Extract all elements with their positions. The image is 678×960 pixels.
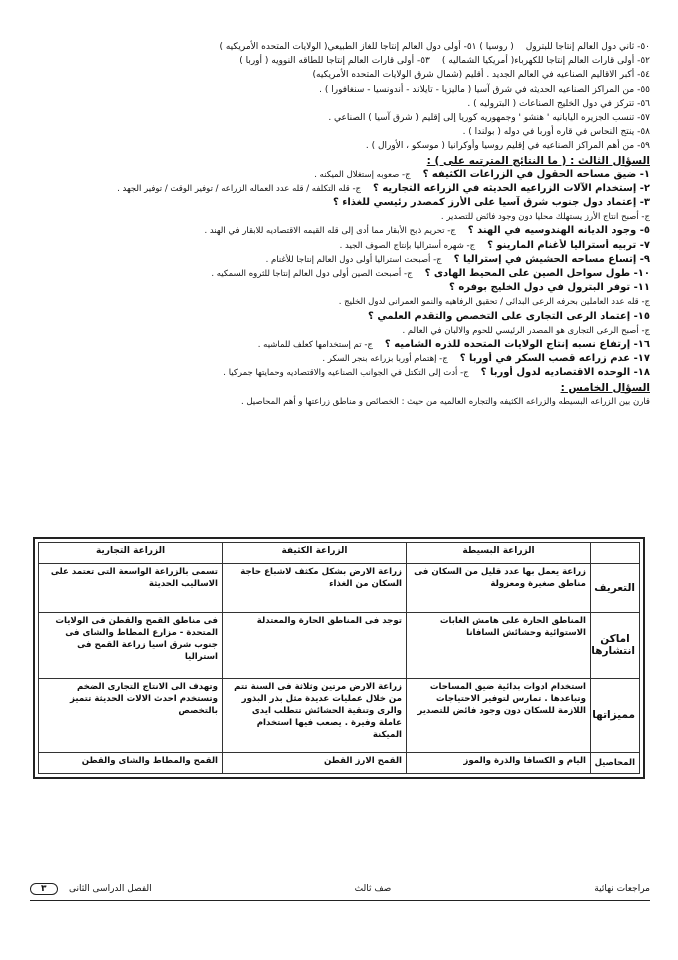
- header-simple-agriculture: الزراعة البسيطة: [407, 543, 591, 564]
- line-answer-text: ج- تم إستخدامها كعلف للماشيه .: [257, 339, 373, 350]
- page-number-badge: [30, 883, 58, 895]
- line-main-text: ١١- توفر البترول في دول الخليج بوفره ؟: [449, 282, 650, 294]
- line-main-text: ٥٤- أكبر الاقاليم الصناعيه في العالم الجديد . أقليم (شمال شرق الولايات المتحده الأمريكيه): [312, 70, 650, 81]
- text-line: [30, 352, 650, 366]
- line-main-text: ٢- إستخدام الآلات الزراعيه الحديثه في الزراعه التجاريه ؟: [373, 182, 650, 194]
- line-main-text: السؤال الخامس :: [560, 381, 650, 394]
- text-line: [30, 224, 650, 238]
- text-line: [30, 381, 650, 395]
- table-header-row: [39, 543, 640, 564]
- text-line: [30, 295, 650, 309]
- text-line: [30, 210, 650, 224]
- text-line: [30, 239, 650, 253]
- footer-divider: [30, 900, 650, 901]
- table-row: [39, 752, 640, 773]
- line-main-text: ٥٧- تنسب الجزيره اليابانيه ' هنشو ' وجمهوريه كوريا إلى إقليم ( شرق آسيا ) الصناعي .: [328, 112, 650, 123]
- line-main-text: ٥٨- ينتج النحاس في قاره أوربا في دوله ( بولندا ) .: [462, 127, 650, 138]
- line-main-text: ٥٩- من أهم المراكز الصناعيه في إقليم روسيا وأوكرانيا ( موسكو ، الأورال ) .: [365, 141, 650, 152]
- line-main-text: ٥- وجود الديانه الهندوسيه في الهند ؟: [467, 225, 650, 237]
- footer-term: الفصل الدراسى الثانى: [68, 884, 152, 894]
- text-line: [30, 281, 650, 295]
- table-cell: تسمى بالزراعة الواسعة التى تعتمد على الاساليب الحديثة: [39, 564, 223, 613]
- table-cell: القمح والمطاط والشاى والقطن: [39, 752, 223, 773]
- comparison-table-frame: [33, 537, 645, 779]
- text-line: [30, 83, 650, 97]
- line-main-text: ج- أصبح انتاج الأرز يستهلك محليا دون وجود فائض للتصدير .: [440, 212, 650, 223]
- line-main-text: ج- قله عدد العاملين بحرفه الرعى البدائى / تحقيق الرفاهيه والنمو العمرانى لدول الخليج .: [338, 297, 650, 308]
- table-cell: استخدام ادوات بدائية ضيق المساحات وتباعدها . تمارس لتوفير الاحتياجات اللازمة للسكان دون وجود فائض للتصدير: [407, 678, 591, 752]
- line-answer-text: ج- قله التكلفه / قله عدد العماله الزراعه / توفير الوقت / توفير الجهد .: [117, 183, 362, 194]
- footer-grade: صف ثالث: [354, 884, 392, 894]
- row-label-features: مميزاتها: [591, 678, 640, 752]
- line-main-text: ١٦- إرتفاع نسبه إنتاج الولايات المتحده للذره الشاميه ؟: [384, 338, 650, 350]
- line-main-text: ٩- إتساع مساحه الحشيش في إستراليا ؟: [453, 253, 650, 265]
- table-corner-cell: [591, 543, 640, 564]
- line-main-text: ٥٢- أولى قارات العالم إنتاجا للكهرباء( أمريكيا الشماليه ): [441, 56, 650, 67]
- footer-term-and-page: [30, 883, 152, 895]
- text-line: [30, 182, 650, 196]
- header-commercial-agriculture: الزراعة التجارية: [39, 543, 223, 564]
- line-main-text: ١٠- طول سواحل الصين على المحيط الهادى ؟: [424, 268, 650, 279]
- text-line: [30, 253, 650, 267]
- table-cell: زراعة يعمل بها عدد قليل من السكان فى مناطق صغيرة ومعزولة: [407, 564, 591, 613]
- page-footer: [30, 878, 650, 900]
- text-line: [30, 366, 650, 380]
- line-answer-text: ٥٣- أولى قارات العالم إنتاجا للطاقه النوويه ( أوربا ): [239, 56, 430, 67]
- text-line: [30, 40, 650, 54]
- text-line: [30, 54, 650, 68]
- table-row: [39, 678, 640, 752]
- text-line: [30, 395, 650, 409]
- line-main-text: ٥٠- ثاني دول العالم إنتاجا للبترول: [525, 42, 650, 52]
- table-cell: اليام و الكسافا والذرة والموز: [407, 752, 591, 773]
- line-answer-text: ج- صعوبه إستغلال الميكنه .: [314, 169, 411, 180]
- line-answer-text: ج- أصبحت الصين أولى دول العالم إنتاجا للثروه السمكيه .: [211, 269, 413, 279]
- line-answer-text: ( روسيا ) ٥١- أولى دول العالم إنتاجا للغاز الطبيعي( الولايات المتحده الأمريكيه ): [219, 42, 514, 52]
- row-label-definition: التعريف: [591, 564, 640, 613]
- footer-series-title: مراجعات نهائية: [594, 884, 650, 894]
- line-answer-text: ج- أدت إلى التكتل في الجوانب الصناعيه والاقتصاديه وحمايتها جمركيا .: [223, 368, 469, 379]
- line-main-text: ج- أصبح الرعى التجارى هو المصدر الرئيسي للحوم والالبان في العالم .: [402, 325, 650, 336]
- table-cell: زراعة الارض مرتين وثلاثة فى السنة تتم من خلال عمليات عديدة مثل بذر البذور والرى وتنقية الحشائش تتطلب ايدى عاملة وفيرة . يصعب فيها استخدام الميكنة: [223, 678, 407, 752]
- table-cell: فى مناطق القمح والقطن فى الولايات المتحدة - مزارع المطاط والشاى فى جنوب شرق اسيا زراعة القمح فى استراليا: [39, 612, 223, 678]
- line-main-text: ١٥- إعتماد الرعى التجارى على التخصص والتقدم العلمي ؟: [368, 310, 650, 322]
- page-number: ٣: [41, 884, 47, 894]
- line-main-text: ٧- تربيه أستراليا لأغنام المارينو ؟: [487, 239, 650, 251]
- table-cell: المناطق الحارة على هامش الغابات الاستوائية وحشائش السافانا: [407, 612, 591, 678]
- text-line: [30, 196, 650, 210]
- text-line: [30, 97, 650, 111]
- line-main-text: قارن بين الزراعه البسيطه والزراعه الكثيفه والتجاره العالميه من حيث : الخصائص و مناطق زراعتها و أهم المحاصيل .: [240, 396, 650, 407]
- line-main-text: ٣- إعتماد دول جنوب شرق آسيا على الأرز كمصدر رئيسي للغذاء ؟: [332, 197, 650, 209]
- line-main-text: ١٧- عدم زراعه قصب السكر في أوربا ؟: [459, 353, 650, 365]
- line-answer-text: ج- تحريم ذبح الأبقار مما أدى إلى قله القيمه الاقتصاديه للابقار في الهند .: [204, 226, 456, 237]
- table-row: [39, 612, 640, 678]
- text-line: [30, 267, 650, 281]
- line-main-text: ٥٦- تتركز في دول الخليج الصناعات ( البتروليه ) .: [467, 98, 650, 109]
- header-intensive-agriculture: الزراعة الكثيفة: [223, 543, 407, 564]
- text-line: [30, 154, 650, 168]
- table-cell: توجد فى المناطق الحارة والمعتدلة: [223, 612, 407, 678]
- line-answer-text: ج- شهره أستراليا بإنتاج الصوف الجيد .: [339, 240, 476, 251]
- line-main-text: السؤال الثالث : ( ما النتائج المترتبه على ) :: [426, 154, 650, 167]
- row-label-crops: المحاصيل: [591, 752, 640, 773]
- line-main-text: ٥٥- من المراكز الصناعيه الحديثه في شرق آسيا ( ماليزيا - تايلاند - أندونسيا - سنغافورا ) .: [319, 84, 650, 95]
- text-line: [30, 168, 650, 182]
- table-cell: زراعة الارض بشكل مكثف لاشباع حاجة السكان من الغذاء: [223, 564, 407, 613]
- comparison-table: [38, 542, 640, 774]
- text-line: [30, 68, 650, 82]
- line-main-text: ١٨- الوحده الاقتصاديه لدول أوربا ؟: [480, 367, 650, 379]
- question-lines: [30, 40, 650, 409]
- text-line: [30, 310, 650, 324]
- text-line: [30, 125, 650, 139]
- line-main-text: ١- ضيق مساحه الحقول في الزراعات الكثيفه ؟: [422, 168, 650, 180]
- line-answer-text: ج- إهتمام أوربا بزراعه بنجر السكر .: [322, 354, 448, 365]
- text-line: [30, 338, 650, 352]
- table-row: [39, 564, 640, 613]
- table-cell: وتهدف الى الانتاج التجارى الضخم وتستخدم احدث الالات الحديثة تتميز بالتخصص: [39, 678, 223, 752]
- line-answer-text: ج- أصبحت استراليا أولى دول العالم إنتاجا للأغنام .: [265, 254, 442, 265]
- text-line: [30, 111, 650, 125]
- text-line: [30, 139, 650, 153]
- table-cell: القمح الارز القطن: [223, 752, 407, 773]
- text-line: [30, 324, 650, 338]
- row-label-locations: اماكن انتشارها: [591, 612, 640, 678]
